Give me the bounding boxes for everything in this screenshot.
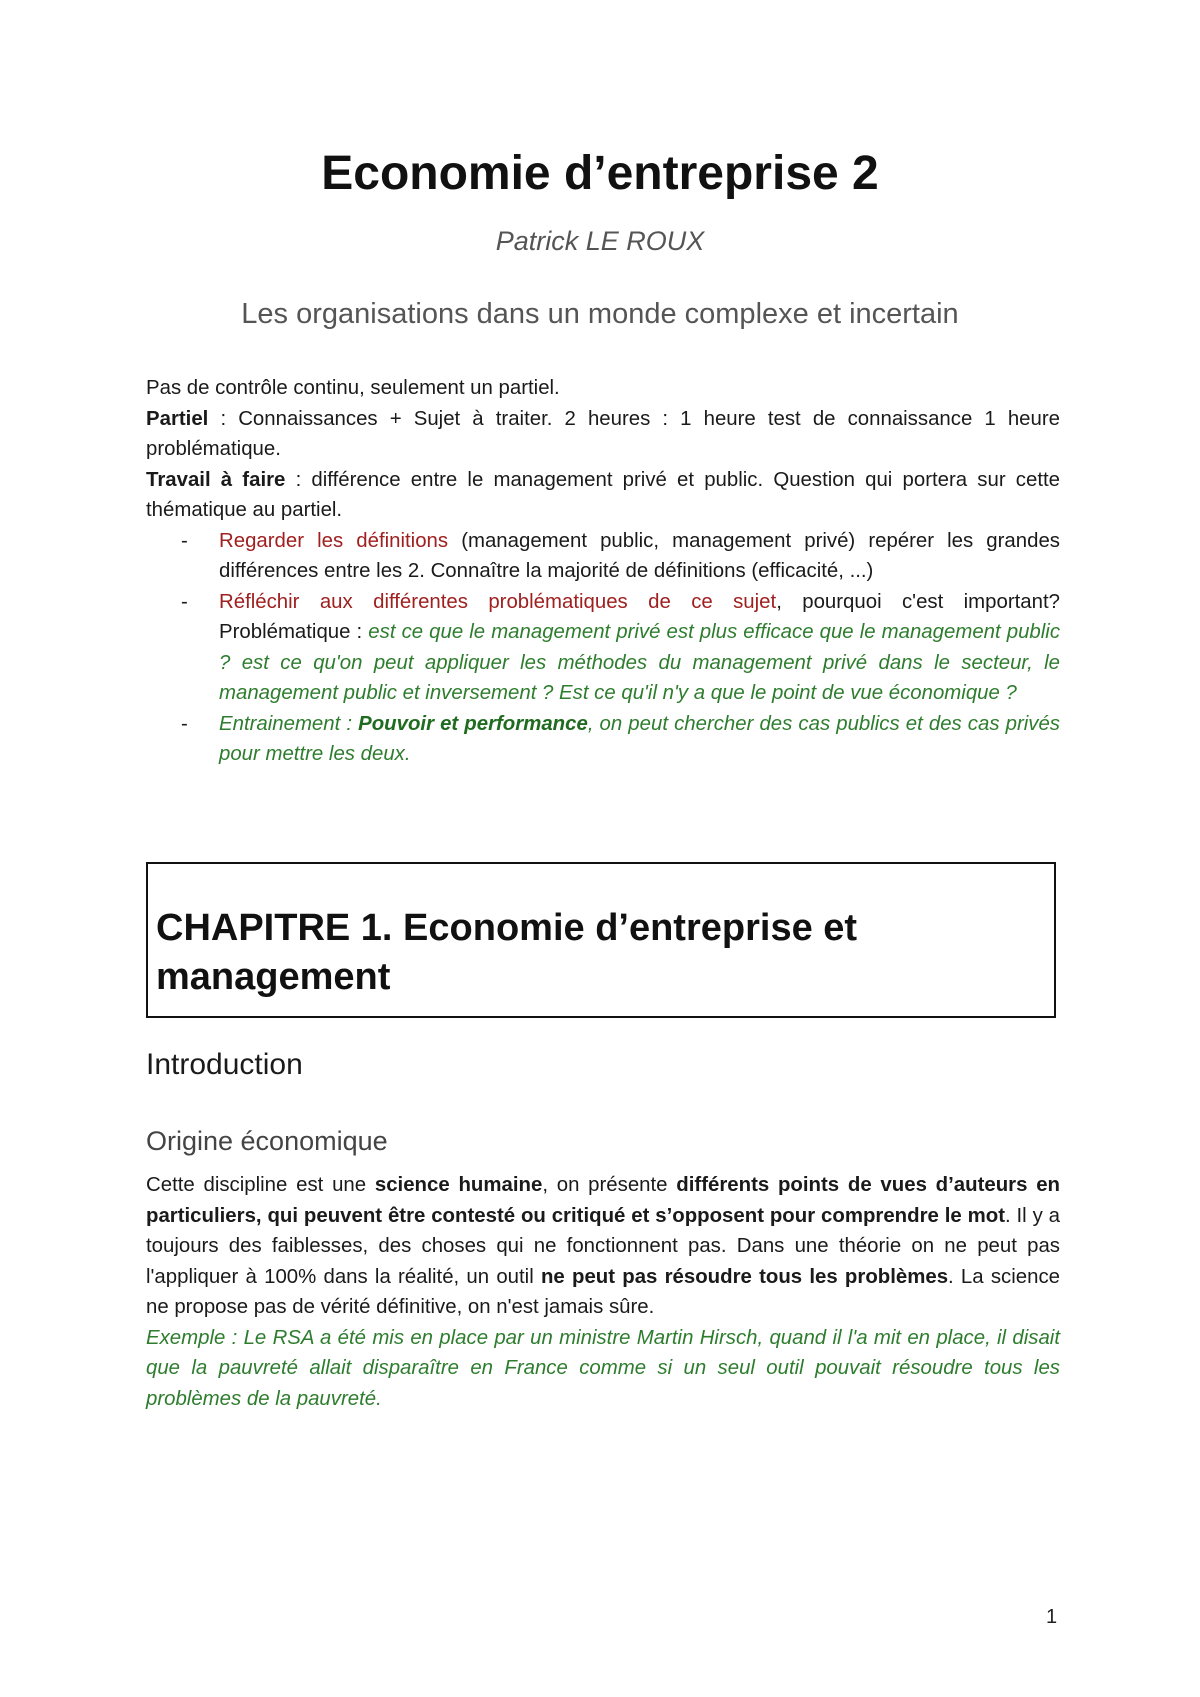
chapter-heading-box xyxy=(146,862,1056,1018)
highlight-text: Regarder les définitions xyxy=(219,529,449,552)
chapter-title xyxy=(156,904,1046,1002)
bullet-dash: - xyxy=(181,712,188,735)
chapter-title-line-1: CHAPITRE 1. Economie d’entreprise et xyxy=(156,907,858,949)
list-item xyxy=(146,526,1060,587)
partiel-label: Partiel xyxy=(146,407,209,430)
origin-section xyxy=(146,1170,1060,1414)
todo-list xyxy=(146,526,1060,770)
text-run: . La science ne propose pas de vérité définitive, on n'est jamais sûre. xyxy=(146,1265,1060,1318)
author-name: Patrick LE ROUX xyxy=(495,226,705,256)
example-paragraph: Exemple : Le RSA a été mis en place par un ministre Martin Hirsch, quand il l'a mit en place, il disait que la pauvreté allait disparaître en France comme si un seul outil pouvait résoudre tous les problèmes de la pauvreté. xyxy=(146,1326,1060,1410)
travail-text: : différence entre le management privé et public. Question qui portera sur cette thématique au partiel. xyxy=(146,468,1061,521)
intro-line: Pas de contrôle continu, seulement un partiel. xyxy=(146,377,560,399)
list-item xyxy=(146,587,1060,709)
training-topic: Pouvoir et performance xyxy=(358,712,588,735)
chapter-title-line-2: management xyxy=(156,956,391,998)
partiel-paragraph xyxy=(146,404,1060,465)
list-item xyxy=(146,709,1060,770)
origin-paragraph xyxy=(146,1170,1060,1323)
travail-paragraph xyxy=(146,465,1060,526)
text-run: Cette discipline est une xyxy=(146,1174,375,1196)
training-text: , on peut chercher des cas publics et des cas privés pour mettre les deux. xyxy=(219,712,1060,765)
bullet-dash: - xyxy=(181,529,188,552)
bold-run: ne peut pas résoudre tous les problèmes xyxy=(540,1265,949,1288)
document-subtitle: Les organisations dans un monde complexe et incertain xyxy=(241,298,959,330)
partiel-text: : Connaissances + Sujet à traiter. 2 heures : 1 heure test de connaissance 1 heure problématique. xyxy=(146,407,1060,460)
highlight-text: Réfléchir aux différentes problématiques de ce sujet xyxy=(219,590,777,613)
bullet-dash: - xyxy=(181,590,188,613)
item-text: (management public, management privé) repérer les grandes différences entre les 2. Connaître la majorité de définitions (efficacité, ...) xyxy=(219,529,1060,582)
text-run: . Il y a toujours des faiblesses, des choses qui ne fonctionnent pas. Dans une théorie on ne peut pas l'appliquer à 100% dans la réalité, un outil xyxy=(146,1204,1060,1288)
section-heading-introduction: Introduction xyxy=(146,1048,303,1081)
problematique-text: est ce que le management privé est plus efficace que le management public ? est ce qu'on peut appliquer les méthodes du management privé dans le secteur, le management public et inversement ? Est ce qu'il n'y a que le point de vue économique ? xyxy=(219,621,1061,704)
document-title: Economie d’entreprise 2 xyxy=(321,147,879,200)
subsection-heading-origin: Origine économique xyxy=(146,1126,388,1156)
item-text: , pourquoi c'est important? Problématique : xyxy=(219,590,1060,643)
text-run: , on présente xyxy=(542,1174,677,1196)
intro-section xyxy=(146,373,1060,770)
page-number: 1 xyxy=(1046,1606,1058,1628)
bold-run: science humaine xyxy=(374,1174,543,1196)
bold-run: différents points de vues d’auteurs en particuliers, qui peuvent être contesté ou critiqué et s’opposent pour comprendre le mot xyxy=(146,1174,1060,1227)
travail-label: Travail à faire xyxy=(146,468,286,491)
training-lead: Entrainement : xyxy=(219,712,359,735)
